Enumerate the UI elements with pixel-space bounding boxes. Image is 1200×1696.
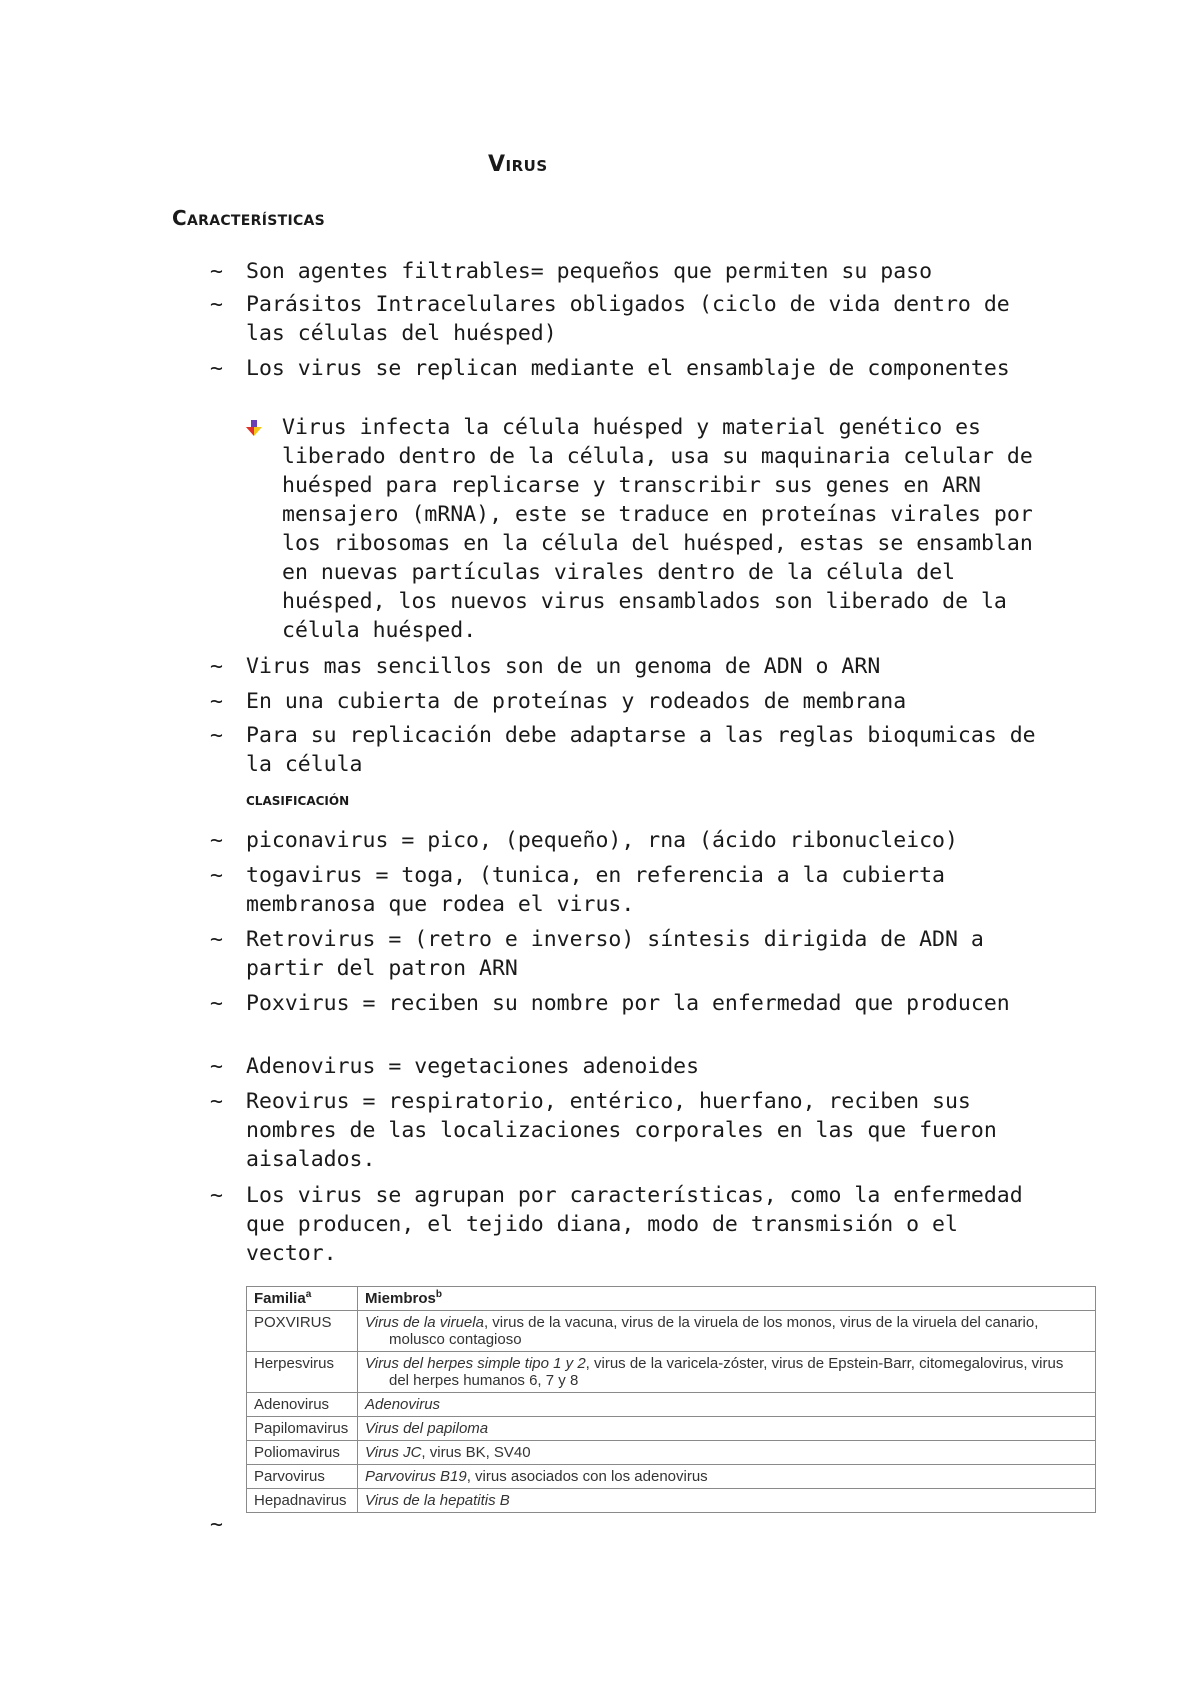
sub-list-item: Virus infecta la célula huésped y material genético es liberado dentro de la célula, usa su maquinaria celular de huésped para replicarse y transcribir sus genes en ARN mensajero (mRNA), este se traduce en proteínas virales por los ribosomas en la célula del huésped, estas se ensamblan en nuevas partículas virales dentro de la célula del huésped, los nuevos virus ensamblados son liberado de la célula huésped. <box>282 415 1033 643</box>
list-item: Reovirus = respiratorio, entérico, huerfano, reciben sus nombres de las localizaciones corporales en las que fueron aisalados. <box>246 1089 997 1172</box>
family-cell: POXVIRUS <box>247 1311 358 1352</box>
list-dash: ~ <box>210 1054 223 1079</box>
list-item: En una cubierta de proteínas y rodeados de membrana <box>246 689 907 714</box>
arrow-bullet-icon <box>246 420 262 436</box>
list-dash: ~ <box>210 828 223 853</box>
list-dash: ~ <box>210 927 223 952</box>
members-cell: Virus de la viruela, virus de la vacuna, virus de la viruela de los monos, virus de la viruela del canario, molusco contagioso <box>358 1311 1096 1352</box>
family-cell: Herpesvirus <box>247 1352 358 1393</box>
list-dash: ~ <box>210 991 223 1016</box>
members-cell: Adenovirus <box>358 1393 1096 1417</box>
table-row <box>247 1417 1096 1441</box>
members-cell: Parvovirus B19, virus asociados con los adenovirus <box>358 1465 1096 1489</box>
list-dash: ~ <box>210 259 223 284</box>
list-dash: ~ <box>210 292 223 317</box>
table-row <box>247 1311 1096 1352</box>
list-item: Adenovirus = vegetaciones adenoides <box>246 1054 700 1079</box>
table-row <box>247 1465 1096 1489</box>
list-dash: ~ <box>210 356 223 381</box>
page-title: Virus <box>488 152 548 177</box>
table-row <box>247 1393 1096 1417</box>
table-row <box>247 1352 1096 1393</box>
column-header-members: Miembros$^b$ <box>358 1287 1096 1311</box>
list-item: Los virus se replican mediante el ensamblaje de componentes <box>246 356 1010 381</box>
column-header-family: Familia$^a$ <box>247 1287 358 1311</box>
members-cell: Virus del papiloma <box>358 1417 1096 1441</box>
list-dash: ~ <box>210 689 223 714</box>
family-cell: Poliomavirus <box>247 1441 358 1465</box>
table-header-row <box>247 1287 1096 1311</box>
list-dash: ~ <box>210 1089 223 1114</box>
list-item: Los virus se agrupan por características, como la enfermedad que producen, el tejido diana, modo de transmisión o el vector. <box>246 1183 1023 1266</box>
list-item: Parásitos Intracelulares obligados (ciclo de vida dentro de las células del huésped) <box>246 292 1010 346</box>
list-item: Retrovirus = (retro e inverso) síntesis dirigida de ADN a partir del patron ARN <box>246 927 984 981</box>
list-item: piconavirus = pico, (pequeño), rna (ácido ribonucleico) <box>246 828 958 853</box>
members-cell: Virus de la hepatitis B <box>358 1489 1096 1513</box>
list-dash: ~ <box>210 1512 223 1537</box>
table-row <box>247 1489 1096 1513</box>
family-cell: Hepadnavirus <box>247 1489 358 1513</box>
list-item: Virus mas sencillos son de un genoma de ADN o ARN <box>246 654 881 679</box>
family-cell: Adenovirus <box>247 1393 358 1417</box>
section-heading-classification: clasificación <box>246 790 350 810</box>
list-dash: ~ <box>210 1183 223 1208</box>
list-dash: ~ <box>210 863 223 888</box>
members-cell: Virus del herpes simple tipo 1 y 2, virus de la varicela-zóster, virus de Epstein-Barr, citomegalovirus, virus del herpes humanos 6, 7 y 8 <box>358 1352 1096 1393</box>
family-cell: Papilomavirus <box>247 1417 358 1441</box>
section-heading-characteristics: Características <box>172 206 326 230</box>
list-item: togavirus = toga, (tunica, en referencia a la cubierta membranosa que rodea el virus. <box>246 863 945 917</box>
members-cell: Virus JC, virus BK, SV40 <box>358 1441 1096 1465</box>
list-dash: ~ <box>210 654 223 679</box>
list-item: Poxvirus = reciben su nombre por la enfermedad que producen <box>246 991 1010 1016</box>
list-item: Son agentes filtrables= pequeños que permiten su paso <box>246 259 933 284</box>
list-item: Para su replicación debe adaptarse a las reglas bioqumicas de la célula <box>246 723 1036 777</box>
table-row <box>247 1441 1096 1465</box>
family-cell: Parvovirus <box>247 1465 358 1489</box>
virus-family-table <box>246 1286 1096 1513</box>
list-dash: ~ <box>210 723 223 748</box>
